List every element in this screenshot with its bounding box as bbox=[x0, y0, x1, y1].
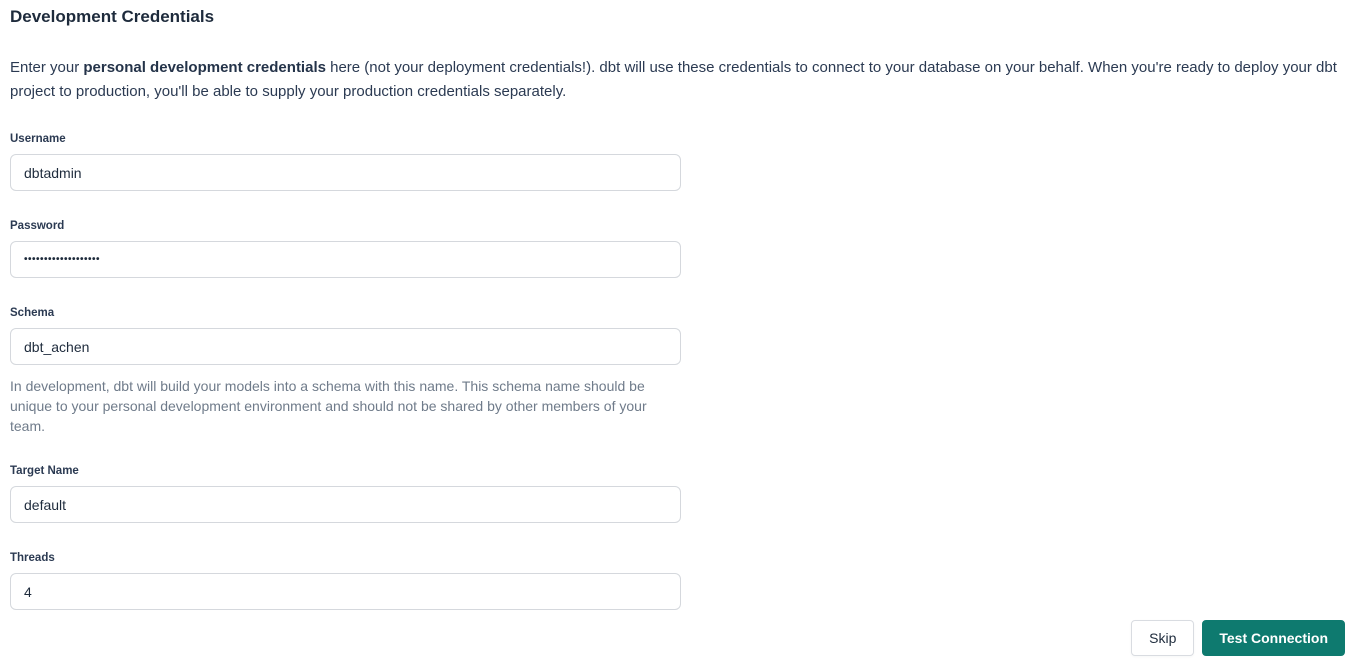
page-title: Development Credentials bbox=[10, 7, 215, 26]
username-label: Username bbox=[10, 133, 66, 145]
threads-input[interactable] bbox=[10, 573, 681, 610]
schema-input[interactable] bbox=[10, 328, 681, 365]
password-label: Password bbox=[10, 220, 65, 232]
username-field-group bbox=[10, 133, 681, 191]
form-actions bbox=[1131, 620, 1345, 656]
username-input[interactable] bbox=[10, 154, 681, 191]
threads-label: Threads bbox=[10, 552, 55, 564]
target-name-label: Target Name bbox=[10, 465, 79, 477]
threads-field-group bbox=[10, 552, 681, 610]
password-field-group bbox=[10, 220, 681, 278]
intro-text-after-bold: here (not your deployment credentials!). dbt will use these credentials to connect to your database on your behalf. When you're ready to deploy your dbt project to production, you'll be able to supply your production credentials separately. bbox=[10, 59, 1337, 100]
schema-label: Schema bbox=[10, 307, 55, 319]
intro-text-bold: personal development credentials bbox=[83, 59, 326, 76]
target-name-field-group bbox=[10, 465, 681, 523]
password-input[interactable] bbox=[10, 241, 681, 278]
schema-field-group bbox=[10, 307, 681, 436]
target-name-input[interactable] bbox=[10, 486, 681, 523]
skip-button[interactable]: Skip bbox=[1131, 620, 1194, 656]
credentials-form bbox=[10, 133, 681, 610]
intro-text-before-bold: Enter your bbox=[10, 59, 84, 76]
test-connection-button[interactable]: Test Connection bbox=[1202, 620, 1345, 656]
schema-helper-text: In development, dbt will build your models into a schema with this name. This schema name should be unique to your personal development environment and should not be shared by other members of your team. bbox=[10, 378, 647, 434]
intro-text bbox=[10, 56, 1342, 104]
